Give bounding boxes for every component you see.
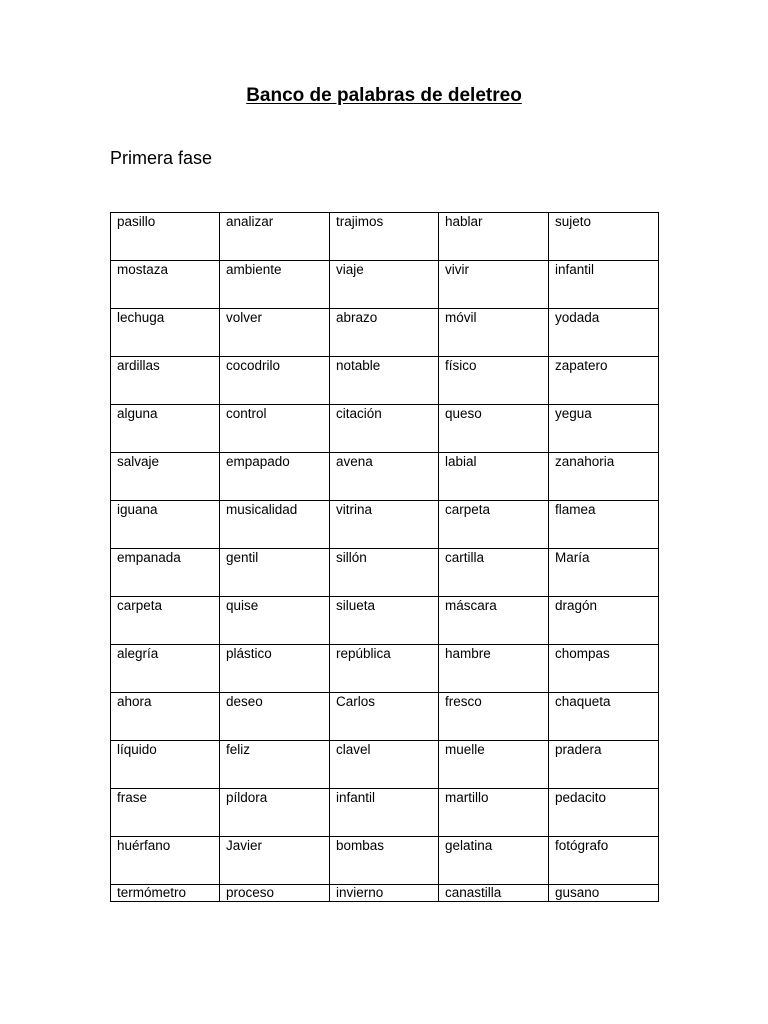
table-cell: infantil xyxy=(330,789,439,837)
table-row xyxy=(111,741,659,789)
table-cell: Carlos xyxy=(330,693,439,741)
table-cell: república xyxy=(330,645,439,693)
table-cell: carpeta xyxy=(111,597,220,645)
table-cell: yodada xyxy=(549,309,659,357)
table-cell: labial xyxy=(439,453,549,501)
table-row xyxy=(111,405,659,453)
table-cell: abrazo xyxy=(330,309,439,357)
table-cell: zanahoria xyxy=(549,453,659,501)
table-cell: móvil xyxy=(439,309,549,357)
table-cell: fotógrafo xyxy=(549,837,659,885)
table-row xyxy=(111,213,659,261)
table-cell: ardillas xyxy=(111,357,220,405)
table-cell: analizar xyxy=(220,213,330,261)
section-heading: Primera fase xyxy=(110,148,213,168)
table-cell: volver xyxy=(220,309,330,357)
table-cell: avena xyxy=(330,453,439,501)
table-row xyxy=(111,309,659,357)
table-cell: cocodrilo xyxy=(220,357,330,405)
table-cell: líquido xyxy=(111,741,220,789)
table-cell: martillo xyxy=(439,789,549,837)
table-row xyxy=(111,453,659,501)
table-row xyxy=(111,885,659,902)
table-cell: silueta xyxy=(330,597,439,645)
table-cell: chompas xyxy=(549,645,659,693)
table-row xyxy=(111,501,659,549)
table-cell: proceso xyxy=(220,885,330,902)
table-cell: feliz xyxy=(220,741,330,789)
table-cell: carpeta xyxy=(439,501,549,549)
table-row xyxy=(111,789,659,837)
table-cell: sujeto xyxy=(549,213,659,261)
table-cell: lechuga xyxy=(111,309,220,357)
table-cell: control xyxy=(220,405,330,453)
word-table-body xyxy=(111,213,659,902)
table-cell: quise xyxy=(220,597,330,645)
table-cell: pasillo xyxy=(111,213,220,261)
page-title: Banco de palabras de deletreo xyxy=(246,85,522,106)
table-cell: Javier xyxy=(220,837,330,885)
table-row xyxy=(111,645,659,693)
table-cell: invierno xyxy=(330,885,439,902)
table-cell: bombas xyxy=(330,837,439,885)
table-cell: termómetro xyxy=(111,885,220,902)
table-cell: chaqueta xyxy=(549,693,659,741)
table-cell: frase xyxy=(111,789,220,837)
table-cell: gelatina xyxy=(439,837,549,885)
table-cell: deseo xyxy=(220,693,330,741)
table-cell: alguna xyxy=(111,405,220,453)
table-cell: vitrina xyxy=(330,501,439,549)
table-cell: María xyxy=(549,549,659,597)
table-cell: gentil xyxy=(220,549,330,597)
table-cell: empapado xyxy=(220,453,330,501)
table-cell: empanada xyxy=(111,549,220,597)
table-cell: flamea xyxy=(549,501,659,549)
table-row xyxy=(111,693,659,741)
table-cell: hablar xyxy=(439,213,549,261)
table-cell: ambiente xyxy=(220,261,330,309)
table-cell: muelle xyxy=(439,741,549,789)
table-cell: yegua xyxy=(549,405,659,453)
table-cell: mostaza xyxy=(111,261,220,309)
table-row xyxy=(111,261,659,309)
table-cell: iguana xyxy=(111,501,220,549)
table-cell: viaje xyxy=(330,261,439,309)
table-cell: ahora xyxy=(111,693,220,741)
table-cell: musicalidad xyxy=(220,501,330,549)
table-row xyxy=(111,837,659,885)
table-cell: notable xyxy=(330,357,439,405)
table-cell: alegría xyxy=(111,645,220,693)
table-cell: huérfano xyxy=(111,837,220,885)
table-cell: físico xyxy=(439,357,549,405)
table-cell: canastilla xyxy=(439,885,549,902)
table-cell: salvaje xyxy=(111,453,220,501)
table-cell: gusano xyxy=(549,885,659,902)
table-cell: píldora xyxy=(220,789,330,837)
table-cell: pedacito xyxy=(549,789,659,837)
table-cell: sillón xyxy=(330,549,439,597)
table-cell: pradera xyxy=(549,741,659,789)
table-cell: trajimos xyxy=(330,213,439,261)
word-table xyxy=(110,212,659,902)
table-cell: hambre xyxy=(439,645,549,693)
table-cell: fresco xyxy=(439,693,549,741)
table-cell: vivir xyxy=(439,261,549,309)
table-cell: máscara xyxy=(439,597,549,645)
table-cell: plástico xyxy=(220,645,330,693)
table-row xyxy=(111,597,659,645)
table-cell: queso xyxy=(439,405,549,453)
table-cell: infantil xyxy=(549,261,659,309)
table-row xyxy=(111,549,659,597)
table-cell: zapatero xyxy=(549,357,659,405)
table-cell: citación xyxy=(330,405,439,453)
table-cell: cartilla xyxy=(439,549,549,597)
table-cell: dragón xyxy=(549,597,659,645)
table-cell: clavel xyxy=(330,741,439,789)
table-row xyxy=(111,357,659,405)
